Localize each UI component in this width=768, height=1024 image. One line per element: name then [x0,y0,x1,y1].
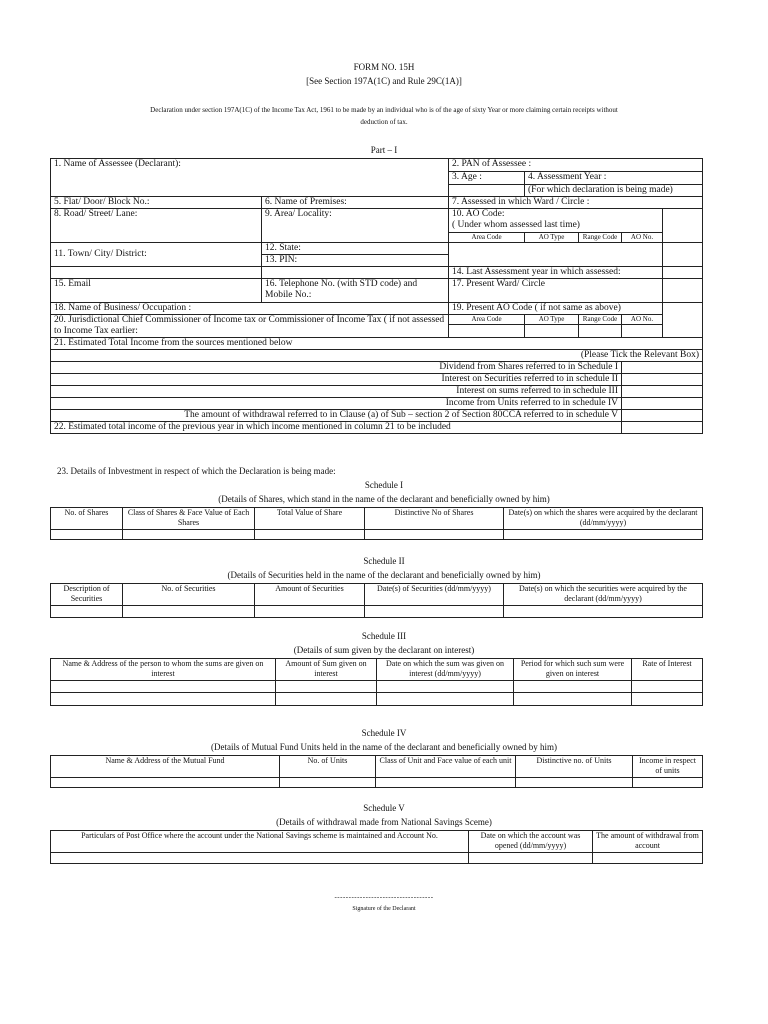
field-present-ward[interactable]: 17. Present Ward/ Circle [449,279,663,303]
schedule-5-subtitle: (Details of withdrawal made from National Savings Sceme) [276,817,492,827]
income-source-sums: Interest on sums referred to in schedule III [51,386,622,398]
part-1-table [50,158,703,434]
schedule-3-title: Schedule III [361,631,407,641]
tick-note: (Please Tick the Relevant Box) [51,350,703,362]
field-telephone[interactable]: 16. Telephone No. (with STD code) and Mobile No.: [262,279,449,303]
present-ao-type: AO Type [525,315,579,325]
field-road-street[interactable]: 8. Road/ Street/ Lane: [51,209,262,243]
table-cell[interactable] [504,530,703,540]
field-business-occupation[interactable]: 18. Name of Business/ Occupation : [51,303,449,315]
table-cell[interactable] [51,606,123,618]
field-last-assessment-year[interactable]: 14. Last Assessment year in which assessed: [449,267,663,279]
schedule-2-title: Schedule II [363,556,405,566]
present-ao-number: AO No. [622,315,663,325]
ao-range-code: Range Code [579,233,622,243]
table-cell[interactable] [51,853,469,864]
col-date-acquired: Date(s) on which the shares were acquired by the declarant (dd/mm/yyyy) [504,508,703,530]
schedule-1-title: Schedule I [364,480,404,490]
declaration-line-2: deduction of tax. [360,118,408,126]
income-source-securities: Interest on Securities referred to in schedule II [51,374,622,386]
col-name-address-person: Name & Address of the person to whom the sums are given on interest [51,659,276,681]
col-withdrawal-amount: The amount of withdrawal from account [593,831,703,853]
field-flat-door[interactable]: 5. Flat/ Door/ Block No.: [51,197,262,209]
investment-details-heading: 23. Details of Inbvestment in respect of which the Declaration is being made: [57,466,336,476]
part-heading: Part – I [370,145,398,155]
col-distinctive-no: Distinctive No of Shares [365,508,504,530]
signature-line[interactable]: ----------------------------------- [334,893,434,901]
tick-box-sums[interactable] [622,386,703,398]
table-cell[interactable] [255,606,365,618]
col-date-sum-given: Date on which the sum was given on interest (dd/mm/yyyy) [377,659,514,681]
schedule-2-table [50,583,703,618]
field-name-of-assessee[interactable]: 1. Name of Assessee (Declarant): [51,159,449,197]
field-premises[interactable]: 6. Name of Premises: [262,197,449,209]
table-cell[interactable] [377,681,514,693]
col-no-of-units: No. of Units [280,756,376,778]
col-mutual-fund-name: Name & Address of the Mutual Fund [51,756,280,778]
income-source-dividend: Dividend from Shares referred to in Schedule I [51,362,622,374]
table-cell[interactable] [276,681,377,693]
col-amount-sum: Amount of Sum given on interest [276,659,377,681]
table-cell[interactable] [632,681,703,693]
field-state[interactable]: 12. State: [262,243,449,255]
table-cell[interactable] [593,853,703,864]
tick-box-securities[interactable] [622,374,703,386]
schedule-5-title: Schedule V [363,803,405,813]
field-email[interactable]: 15. Email [51,279,262,303]
table-cell[interactable] [504,606,703,618]
income-source-withdrawal: The amount of withdrawal referred to in Clause (a) of Sub – section 2 of Section 80CCA referred to in schedule V [51,410,622,422]
table-cell[interactable] [377,693,514,706]
table-cell[interactable] [376,778,516,788]
schedule-4-subtitle: (Details of Mutual Fund Units held in the name of the declarant and beneficially owned by him) [211,742,557,752]
form-number: FORM NO. 15H [353,62,415,72]
col-description-securities: Description of Securities [51,584,123,606]
table-cell[interactable] [633,778,703,788]
field-assessment-year[interactable]: 4. Assessment Year : [525,172,703,185]
schedule-3-table [50,658,703,706]
table-cell[interactable] [514,693,632,706]
field-ward-circle[interactable]: 7. Assessed in which Ward / Circle : [449,197,703,209]
section-reference: [See Section 197A(1C) and Rule 29C(1A)] [306,76,462,86]
col-date-account-opened: Date on which the account was opened (dd/mm/yyyy) [469,831,593,853]
field-age[interactable]: 3. Age : [449,172,525,185]
ao-code-note: ( Under whom assessed last time) [452,220,580,230]
signature-label: Signature of the Declarant [352,906,416,912]
col-class-of-unit: Class of Unit and Face value of each unit [376,756,516,778]
table-cell[interactable] [51,778,280,788]
col-no-of-securities: No. of Securities [123,584,255,606]
table-cell[interactable] [632,693,703,706]
schedule-4-table [50,755,703,788]
table-cell[interactable] [469,853,593,864]
field-previous-year-income[interactable]: 22. Estimated total income of the previous year in which income mentioned in column 21 to be included [51,422,622,434]
table-cell[interactable] [516,778,633,788]
table-cell[interactable] [280,778,376,788]
field-pin[interactable]: 13. PIN: [262,255,449,267]
ao-area-code: Area Code [449,233,525,243]
declaration-line-1: Declaration under section 197A(1C) of the Income Tax Act, 1961 to be made by an individual who is of the age of sixty Year or more claiming certain receipts without [150,106,618,114]
col-period: Period for which such sum were given on interest [514,659,632,681]
col-class-of-shares: Class of Shares & Face Value of Each Shares [123,508,255,530]
tick-box-withdrawal[interactable] [622,410,703,422]
schedule-1-table [50,507,703,540]
field-ao-code[interactable]: 10. AO Code: [452,209,505,219]
field-estimated-total-income[interactable]: 21. Estimated Total Income from the sources mentioned below [51,338,703,350]
table-cell[interactable] [51,530,123,540]
table-cell[interactable] [255,530,365,540]
schedule-3-subtitle: (Details of sum given by the declarant on interest) [293,645,475,655]
table-cell[interactable] [123,530,255,540]
ao-number: AO No. [622,233,663,243]
schedule-1-subtitle: (Details of Shares, which stand in the name of the declarant and beneficially owned by him) [218,494,550,504]
field-pan[interactable]: 2. PAN of Assessee : [449,159,703,172]
col-date-acquired-securities: Date(s) on which the securities were acquired by the declarant (dd/mm/yyyy) [504,584,703,606]
col-post-office-particulars: Particulars of Post Office where the account under the National Savings scheme is maintained and Account No. [51,831,469,853]
table-cell[interactable] [365,530,504,540]
col-no-of-shares: No. of Shares [51,508,123,530]
col-rate-of-interest: Rate of Interest [632,659,703,681]
assessment-year-note: (For which declaration is being made) [525,185,703,197]
col-amount-securities: Amount of Securities [255,584,365,606]
field-area-locality[interactable]: 9. Area/ Locality: [262,209,449,243]
present-ao-area-code: Area Code [449,315,525,325]
table-cell[interactable] [123,606,255,618]
table-cell[interactable] [51,693,276,706]
table-cell[interactable] [276,693,377,706]
schedule-5-table [50,830,703,864]
present-ao-range-code: Range Code [579,315,622,325]
col-distinctive-units: Distinctive no. of Units [516,756,633,778]
field-jurisdictional-commissioner[interactable]: 20. Jurisdictional Chief Commissioner of Income tax or Commissioner of Income Tax ( if not assessed to Income Tax earlier: [51,315,449,338]
schedule-4-title: Schedule IV [361,728,407,738]
tick-box-units[interactable] [622,398,703,410]
field-town-city[interactable]: 11. Town/ City/ District: [51,243,262,267]
income-source-units: Income from Units referred to in schedule IV [51,398,622,410]
col-date-securities: Date(s) of Securities (dd/mm/yyyy) [365,584,504,606]
schedule-2-subtitle: (Details of Securities held in the name of the declarant and beneficially owned by him) [227,570,541,580]
col-total-value: Total Value of Share [255,508,365,530]
tick-box-dividend[interactable] [622,362,703,374]
table-cell[interactable] [514,681,632,693]
table-cell[interactable] [51,681,276,693]
field-present-ao-code[interactable]: 19. Present AO Code ( if not same as above) [449,303,663,315]
table-cell[interactable] [365,606,504,618]
ao-type: AO Type [525,233,579,243]
col-income-units: Income in respect of units [633,756,703,778]
